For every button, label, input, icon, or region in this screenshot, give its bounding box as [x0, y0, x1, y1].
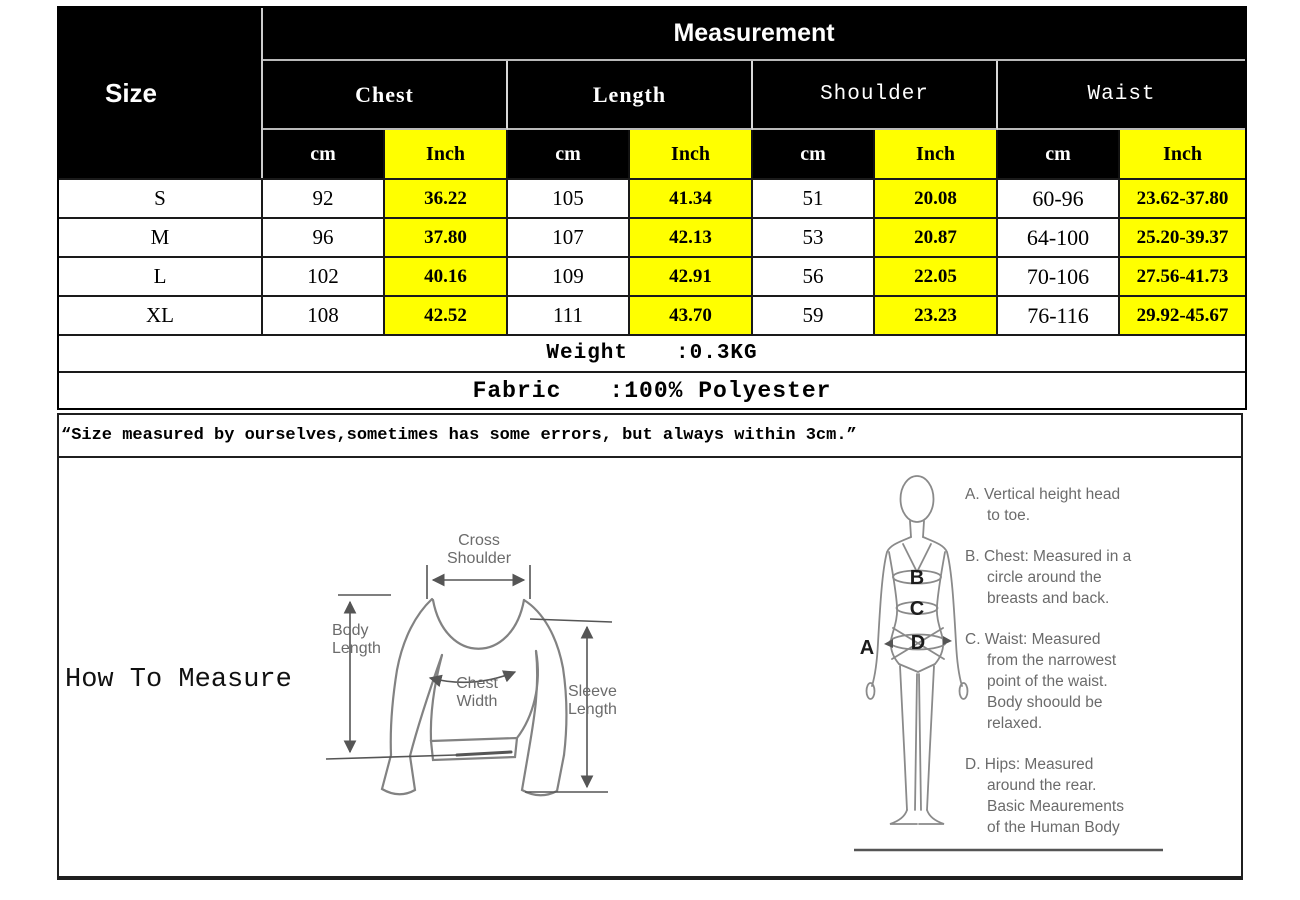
chest-inch-value: 36.22 [385, 178, 508, 217]
description-d: D. Hips: Measured around the rear. Basic Meaurements of the Human Body [965, 756, 1124, 836]
fabric-label: Fabric [472, 377, 562, 404]
shoulder-inch-value: 22.05 [875, 256, 998, 295]
waist-cm-value: 76-116 [998, 295, 1120, 334]
length-cm-value: 111 [508, 295, 630, 334]
shoulder-cm-value: 59 [753, 295, 875, 334]
shoulder-cm-value: 51 [753, 178, 875, 217]
table-row-xl [59, 295, 1245, 334]
weight-value: :0.3KG [676, 342, 758, 365]
weight-label: Weight [546, 342, 629, 365]
length-inch-value: 43.70 [630, 295, 753, 334]
size-value: S [59, 178, 263, 217]
unit-header-waist-cm: cm [998, 130, 1120, 178]
group-header-shoulder: Shoulder [753, 61, 998, 130]
description-a: A. Vertical height head to toe. [965, 486, 1121, 524]
measurement-header-cell: Measurement [263, 8, 1245, 61]
description-b: B. Chest: Measured in a circle around the breasts and back. [965, 548, 1132, 607]
unit-header-shoulder-inch: Inch [875, 130, 998, 178]
waist-inch-value: 27.56-41.73 [1120, 256, 1245, 295]
length-inch-value: 42.13 [630, 217, 753, 256]
shoulder-inch-value: 23.23 [875, 295, 998, 334]
shoulder-inch-value: 20.08 [875, 178, 998, 217]
waist-inch-value: 23.62-37.80 [1120, 178, 1245, 217]
unit-header-length-inch: Inch [630, 130, 753, 178]
how-to-measure-title: How To Measure [65, 665, 292, 695]
cross-shoulder-label: Cross Shoulder [446, 532, 512, 567]
waist-cm-value: 70-106 [998, 256, 1120, 295]
unit-header-chest-cm: cm [263, 130, 385, 178]
unit-header-chest-inch: Inch [385, 130, 508, 178]
fabric-row [59, 371, 1245, 408]
length-inch-value: 41.34 [630, 178, 753, 217]
size-chart-table [57, 6, 1247, 410]
chest-width-label: Chest Width [456, 675, 498, 710]
measurement-descriptions [965, 484, 1175, 858]
size-value: M [59, 217, 263, 256]
length-cm-value: 105 [508, 178, 630, 217]
length-cm-value: 107 [508, 217, 630, 256]
unit-header-length-cm: cm [508, 130, 630, 178]
measurement-disclaimer-note: “Size measured by ourselves,sometimes has some errors, but always within 3cm.” [57, 413, 1243, 458]
shoulder-cm-value: 53 [753, 217, 875, 256]
chest-inch-value: 42.52 [385, 295, 508, 334]
chest-cm-value: 96 [263, 217, 385, 256]
table-row-m [59, 217, 1245, 256]
length-cm-value: 109 [508, 256, 630, 295]
figure-letter-a: A [859, 637, 875, 659]
waist-inch-value: 25.20-39.37 [1120, 217, 1245, 256]
group-header-length: Length [508, 61, 753, 130]
sleeve-length-label: Sleeve Length [568, 683, 617, 718]
waist-cm-value: 64-100 [998, 217, 1120, 256]
chest-cm-value: 108 [263, 295, 385, 334]
size-value: XL [59, 295, 263, 334]
chest-cm-value: 92 [263, 178, 385, 217]
how-to-measure-section [57, 458, 1243, 880]
size-value: L [59, 256, 263, 295]
chest-inch-value: 37.80 [385, 217, 508, 256]
figure-letter-c: C [909, 598, 925, 620]
unit-header-shoulder-cm: cm [753, 130, 875, 178]
content-column [57, 6, 1243, 880]
body-length-label: Body Length [332, 622, 381, 657]
figure-letter-b: B [909, 567, 925, 589]
size-header-cell: Size [59, 8, 263, 178]
length-inch-value: 42.91 [630, 256, 753, 295]
table-row-s [59, 178, 1245, 217]
cross-shoulder-arrow [427, 565, 530, 599]
weight-row [59, 334, 1245, 371]
unit-header-waist-inch: Inch [1120, 130, 1245, 178]
shoulder-inch-value: 20.87 [875, 217, 998, 256]
shoulder-cm-value: 56 [753, 256, 875, 295]
fabric-value: :100% Polyester [609, 377, 832, 404]
description-c: C. Waist: Measured from the narrowest point of the waist. Body shoould be relaxed. [965, 631, 1117, 732]
chest-inch-value: 40.16 [385, 256, 508, 295]
waist-inch-value: 29.92-45.67 [1120, 295, 1245, 334]
figure-letter-d: D [910, 632, 926, 654]
waist-cm-value: 60-96 [998, 178, 1120, 217]
chest-cm-value: 102 [263, 256, 385, 295]
table-row-l [59, 256, 1245, 295]
group-header-waist: Waist [998, 61, 1245, 130]
group-header-chest: Chest [263, 61, 508, 130]
